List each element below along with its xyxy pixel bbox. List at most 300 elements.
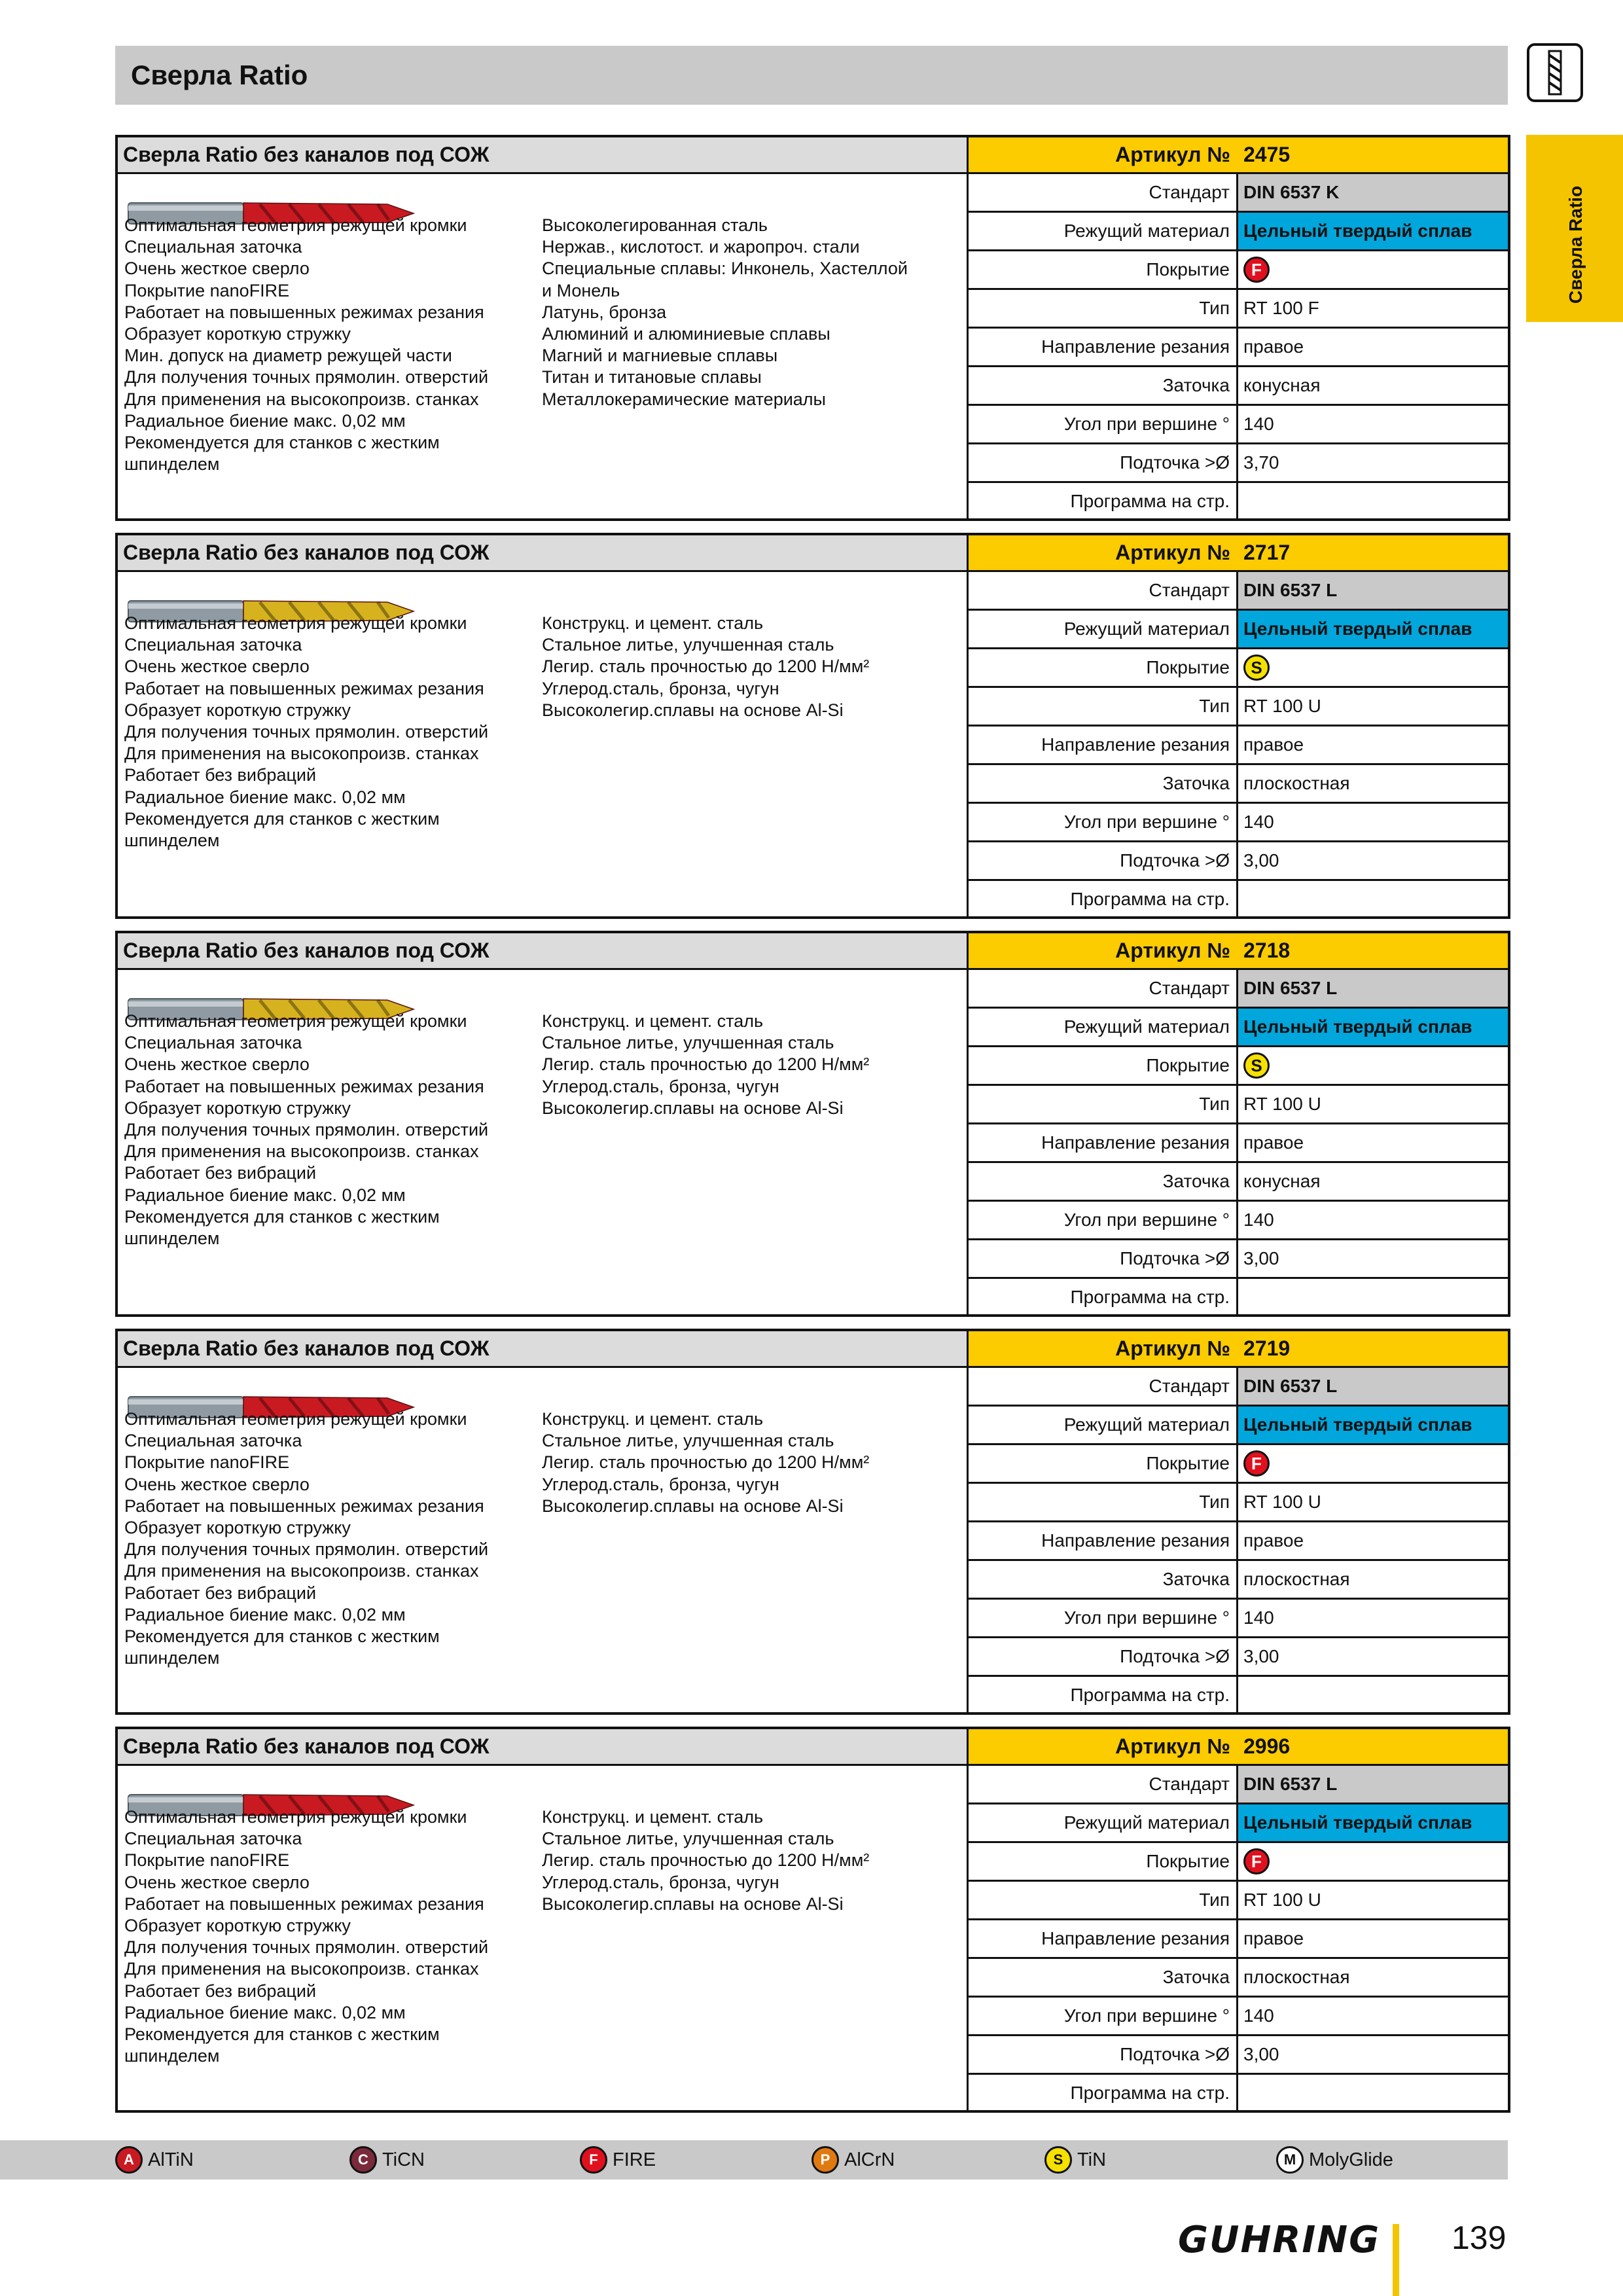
spec-value-program <box>1238 1677 1508 1713</box>
spec-value-direction <box>1238 1124 1508 1161</box>
material-line: Высоколегир.сплавы на основе Al-Si <box>542 1893 844 1914</box>
spec-label-standard: Стандарт <box>969 1368 1238 1405</box>
material-line: Легир. сталь прочностью до 1200 Н/мм² <box>542 1452 870 1473</box>
spec-value-text: RT 100 U <box>1243 1492 1321 1512</box>
spec-label-coating: Покрытие <box>969 251 1238 288</box>
material-line: Конструкц. и цемент. сталь <box>542 613 764 633</box>
spec-label-type: Тип <box>969 688 1238 725</box>
feature-line: Радиальное биение макс. 0,02 мм <box>124 410 406 431</box>
spec-value-undercut <box>1238 1240 1508 1277</box>
material-line: Углерод.сталь, бронза, чугун <box>542 1872 779 1892</box>
material-list <box>542 1011 961 1119</box>
material-line: Конструкц. и цемент. сталь <box>542 1807 764 1827</box>
feature-line: Очень жесткое сверло <box>124 1054 310 1075</box>
spec-value-type <box>1238 1484 1508 1520</box>
page-header <box>115 46 1508 105</box>
spec-value-type <box>1238 290 1508 327</box>
feature-line: шпинделем <box>124 1229 220 1249</box>
feature-line: Рекомендуется для станков с жестким <box>124 808 440 829</box>
spec-value-text: DIN 6537 L <box>1243 1774 1338 1794</box>
spec-value-coating <box>1238 649 1508 686</box>
feature-line: Очень жесткое сверло <box>124 1872 310 1892</box>
spec-value-standard <box>1238 970 1508 1007</box>
spec-value-type <box>1238 1882 1508 1918</box>
spec-label-angle: Угол при вершине ° <box>969 406 1238 442</box>
spec-row-program <box>969 1677 1508 1715</box>
spec-table <box>969 933 1508 1314</box>
spec-value-direction <box>1238 726 1508 763</box>
article-label: Артикул № <box>1115 143 1230 166</box>
feature-line: Для получения точных прямолин. отверстий <box>124 1937 489 1958</box>
spec-value-material <box>1238 1009 1508 1045</box>
material-line: Высоколегир.сплавы на основе Al-Si <box>542 700 844 720</box>
spec-value-text: DIN 6537 L <box>1243 978 1338 998</box>
spec-label-program: Программа на стр. <box>969 2075 1238 2111</box>
spec-row-standard <box>969 572 1508 611</box>
feature-line: Рекомендуется для станков с жестким <box>124 1206 440 1227</box>
spec-row-undercut <box>969 444 1508 483</box>
spec-value-text: Цельный твердый сплав <box>1243 221 1472 241</box>
spec-value-text: 3,00 <box>1243 1248 1279 1268</box>
coating-badge-icon: F <box>1243 1848 1270 1874</box>
feature-line: Специальная заточка <box>124 635 302 655</box>
feature-line: Специальная заточка <box>124 1033 302 1053</box>
spec-value-coating <box>1238 1445 1508 1482</box>
article-number[interactable]: 2996 <box>1243 1734 1291 1758</box>
side-tab-label: Сверла Ratio <box>1565 185 1586 304</box>
product-title: Сверла Ratio без каналов под СОЖ <box>118 535 967 572</box>
spec-row-standard <box>969 1368 1508 1407</box>
feature-line: Образует короткую стружку <box>124 1518 351 1538</box>
spec-value-text: RT 100 F <box>1243 298 1319 318</box>
legend-label: TiCN <box>382 2149 425 2170</box>
spec-row-grinding <box>969 367 1508 406</box>
spec-row-program <box>969 1279 1508 1318</box>
feature-line: Для применения на высокопроизв. станках <box>124 744 479 764</box>
product-block <box>115 1329 1510 1715</box>
spec-row-material <box>969 1804 1508 1843</box>
material-line: Стальное литье, улучшенная сталь <box>542 1431 834 1451</box>
spec-table <box>969 137 1508 518</box>
spec-value-direction <box>1238 1920 1508 1957</box>
spec-value-text: Цельный твердый сплав <box>1243 1812 1472 1833</box>
spec-label-type: Тип <box>969 1882 1238 1918</box>
feature-line: Работает без вибраций <box>124 1163 317 1183</box>
spec-value-text: 140 <box>1243 414 1274 434</box>
article-row <box>969 1729 1508 1766</box>
spec-label-direction: Направление резания <box>969 329 1238 365</box>
feature-line: Для получения точных прямолин. отверстий <box>124 722 489 742</box>
legend-label: MolyGlide <box>1309 2149 1393 2170</box>
article-row <box>969 137 1508 174</box>
spec-value-standard <box>1238 1766 1508 1803</box>
legend-item <box>1276 2140 1393 2179</box>
feature-line: Для получения точных прямолин. отверстий <box>124 1120 489 1140</box>
feature-line: Очень жесткое сверло <box>124 259 310 279</box>
legend-label: AlTiN <box>148 2149 194 2170</box>
feature-line: Очень жесткое сверло <box>124 656 310 677</box>
spec-row-undercut <box>969 1240 1508 1279</box>
spec-value-text: DIN 6537 L <box>1243 1376 1338 1396</box>
spec-label-material: Режущий материал <box>969 611 1238 647</box>
spec-row-coating <box>969 1445 1508 1484</box>
spec-value-angle <box>1238 1600 1508 1636</box>
spec-value-grinding <box>1238 367 1508 404</box>
coating-legend <box>0 2140 1508 2179</box>
feature-line: Мин. допуск на диаметр режущей части <box>124 346 452 366</box>
spec-row-type <box>969 290 1508 329</box>
feature-line: Оптимальная геометрия режущей кромки <box>124 1011 467 1031</box>
product-description <box>118 137 969 518</box>
feature-line: Оптимальная геометрия режущей кромки <box>124 1409 467 1429</box>
feature-line: шпинделем <box>124 2046 220 2066</box>
spec-value-angle <box>1238 1998 1508 2034</box>
spec-row-undercut <box>969 842 1508 881</box>
coating-fire-icon: F <box>580 2146 607 2174</box>
feature-line: Оптимальная геометрия режущей кромки <box>124 215 467 235</box>
material-line: Стальное литье, улучшенная сталь <box>542 1033 834 1053</box>
legend-label: AlCrN <box>844 2149 895 2170</box>
spec-value-program <box>1238 2075 1508 2111</box>
legend-item <box>115 2140 194 2179</box>
feature-line: Для получения точных прямолин. отверстий <box>124 1539 489 1560</box>
product-title: Сверла Ratio без каналов под СОЖ <box>118 137 967 174</box>
drill-icon <box>1527 43 1583 102</box>
spec-label-angle: Угол при вершине ° <box>969 1998 1238 2034</box>
feature-line: Специальная заточка <box>124 1431 302 1451</box>
spec-row-angle <box>969 1998 1508 2036</box>
spec-table <box>969 1331 1508 1712</box>
spec-value-standard <box>1238 1368 1508 1405</box>
spec-label-undercut: Подточка >Ø <box>969 1240 1238 1277</box>
spec-row-undercut <box>969 2036 1508 2075</box>
feature-line: Для применения на высокопроизв. станках <box>124 1561 479 1581</box>
coating-badge-icon: S <box>1243 655 1270 681</box>
section-side-tab[interactable] <box>1526 135 1623 322</box>
spec-label-grinding: Заточка <box>969 1959 1238 1996</box>
spec-value-text: правое <box>1243 1928 1304 1948</box>
spec-row-direction <box>969 1522 1508 1561</box>
article-row <box>969 1331 1508 1368</box>
spec-label-standard: Стандарт <box>969 970 1238 1007</box>
legend-label: TiN <box>1077 2149 1107 2170</box>
spec-label-coating: Покрытие <box>969 1047 1238 1084</box>
spec-row-program <box>969 483 1508 522</box>
feature-line: Радиальное биение макс. 0,02 мм <box>124 1604 406 1624</box>
material-line: Стальное литье, улучшенная сталь <box>542 635 834 655</box>
spec-label-angle: Угол при вершине ° <box>969 804 1238 840</box>
material-line: Углерод.сталь, бронза, чугун <box>542 678 779 698</box>
feature-line: Рекомендуется для станков с жестким <box>124 433 440 453</box>
spec-value-undercut <box>1238 444 1508 481</box>
product-title: Сверла Ratio без каналов под СОЖ <box>118 1729 967 1766</box>
coating-badge-icon: F <box>1243 1450 1270 1477</box>
material-line: и Монель <box>542 280 620 300</box>
article-row <box>969 933 1508 970</box>
spec-value-material <box>1238 1804 1508 1841</box>
coating-alcrn-icon: P <box>812 2146 839 2174</box>
spec-row-type <box>969 688 1508 726</box>
spec-value-direction <box>1238 329 1508 365</box>
feature-line: Образует короткую стружку <box>124 1098 351 1118</box>
material-line: Высоколегир.сплавы на основе Al-Si <box>542 1496 844 1516</box>
feature-line: Работает без вибраций <box>124 1981 317 2001</box>
spec-label-angle: Угол при вершине ° <box>969 1202 1238 1238</box>
legend-item <box>812 2140 895 2179</box>
article-row <box>969 535 1508 572</box>
spec-value-undercut <box>1238 842 1508 879</box>
spec-row-type <box>969 1882 1508 1920</box>
legend-label: FIRE <box>613 2149 656 2170</box>
coating-molyglide-icon: M <box>1276 2146 1304 2174</box>
spec-value-standard <box>1238 174 1508 211</box>
spec-row-coating <box>969 251 1508 290</box>
spec-row-direction <box>969 726 1508 765</box>
spec-label-undercut: Подточка >Ø <box>969 1638 1238 1675</box>
article-label: Артикул № <box>1115 939 1230 962</box>
feature-line: Для получения точных прямолин. отверстий <box>124 367 489 387</box>
spec-value-grinding <box>1238 1163 1508 1200</box>
article-number[interactable]: 2718 <box>1243 939 1291 962</box>
spec-label-program: Программа на стр. <box>969 1279 1238 1316</box>
spec-label-grinding: Заточка <box>969 1561 1238 1598</box>
material-line: Легир. сталь прочностью до 1200 Н/мм² <box>542 1054 870 1075</box>
spec-value-text: RT 100 U <box>1243 696 1321 716</box>
page-number: 139 <box>1452 2219 1507 2256</box>
legend-item <box>349 2140 425 2179</box>
spec-table <box>969 535 1508 916</box>
coating-badge-icon: S <box>1243 1052 1270 1079</box>
spec-value-undercut <box>1238 1638 1508 1675</box>
spec-value-text: RT 100 U <box>1243 1094 1321 1114</box>
coating-ticn-icon: C <box>349 2146 377 2174</box>
spec-label-standard: Стандарт <box>969 174 1238 211</box>
article-number[interactable]: 2475 <box>1243 143 1291 166</box>
feature-line: Работает на повышенных режимах резания <box>124 1893 484 1914</box>
feature-line: Рекомендуется для станков с жестким <box>124 2024 440 2045</box>
feature-line: Специальная заточка <box>124 1829 302 1849</box>
spec-value-text: конусная <box>1243 1171 1321 1191</box>
feature-list <box>124 1806 543 2067</box>
spec-value-text: 140 <box>1243 812 1274 832</box>
footer-divider <box>1393 2224 1399 2296</box>
spec-row-grinding <box>969 1163 1508 1202</box>
spec-value-text: 3,00 <box>1243 2044 1279 2064</box>
spec-value-material <box>1238 611 1508 647</box>
feature-line: Для применения на высокопроизв. станках <box>124 389 479 409</box>
spec-value-text: 140 <box>1243 1210 1274 1230</box>
spec-label-undercut: Подточка >Ø <box>969 2036 1238 2073</box>
product-title: Сверла Ratio без каналов под СОЖ <box>118 933 967 970</box>
page-title: Сверла Ratio <box>131 60 308 90</box>
spec-label-type: Тип <box>969 1086 1238 1122</box>
spec-row-undercut <box>969 1638 1508 1677</box>
spec-row-direction <box>969 329 1508 367</box>
spec-row-direction <box>969 1124 1508 1163</box>
coating-tin-icon: S <box>1044 2146 1072 2174</box>
spec-row-coating <box>969 649 1508 688</box>
spec-row-grinding <box>969 1561 1508 1600</box>
spec-label-direction: Направление резания <box>969 1124 1238 1161</box>
feature-line: Работает на повышенных режимах резания <box>124 302 484 322</box>
spec-row-grinding <box>969 1959 1508 1998</box>
material-list <box>542 613 961 721</box>
spec-label-program: Программа на стр. <box>969 881 1238 918</box>
feature-line: Образует короткую стружку <box>124 324 351 344</box>
product-block <box>115 533 1510 919</box>
product-title: Сверла Ratio без каналов под СОЖ <box>118 1331 967 1368</box>
material-line: Высоколегированная сталь <box>542 215 768 235</box>
legend-item <box>1044 2140 1106 2179</box>
feature-list <box>124 215 543 475</box>
spec-value-program <box>1238 881 1508 918</box>
spec-label-coating: Покрытие <box>969 649 1238 686</box>
spec-value-text: Цельный твердый сплав <box>1243 619 1472 639</box>
spec-value-text: плоскостная <box>1243 1967 1350 1987</box>
spec-value-text: 3,00 <box>1243 850 1279 870</box>
spec-label-material: Режущий материал <box>969 1407 1238 1443</box>
spec-label-type: Тип <box>969 290 1238 327</box>
spec-row-coating <box>969 1047 1508 1086</box>
spec-row-standard <box>969 174 1508 213</box>
material-line: Нержав., кислотост. и жаропроч. стали <box>542 237 860 257</box>
spec-label-program: Программа на стр. <box>969 1677 1238 1713</box>
material-line: Конструкц. и цемент. сталь <box>542 1409 764 1429</box>
spec-label-undercut: Подточка >Ø <box>969 444 1238 481</box>
coating-altin-icon: A <box>115 2146 143 2174</box>
feature-line: шпинделем <box>124 454 220 475</box>
material-line: Высоколегир.сплавы на основе Al-Si <box>542 1098 844 1118</box>
spec-value-material <box>1238 1407 1508 1443</box>
spec-row-material <box>969 611 1508 649</box>
product-block <box>115 931 1510 1317</box>
spec-value-text: правое <box>1243 1530 1304 1551</box>
material-list <box>542 215 961 410</box>
spec-row-type <box>969 1086 1508 1124</box>
spec-value-program <box>1238 1279 1508 1316</box>
spec-label-material: Режущий материал <box>969 1009 1238 1045</box>
article-label: Артикул № <box>1115 541 1230 564</box>
feature-line: Радиальное биение макс. 0,02 мм <box>124 787 406 807</box>
spec-value-program <box>1238 483 1508 520</box>
product-block <box>115 1727 1510 2113</box>
spec-value-direction <box>1238 1522 1508 1559</box>
spec-label-grinding: Заточка <box>969 367 1238 404</box>
material-line: Титан и титановые сплавы <box>542 367 762 387</box>
spec-table <box>969 1729 1508 2110</box>
spec-value-text: конусная <box>1243 375 1321 395</box>
article-number[interactable]: 2719 <box>1243 1336 1291 1360</box>
spec-label-coating: Покрытие <box>969 1843 1238 1880</box>
spec-value-text: плоскостная <box>1243 773 1350 793</box>
spec-row-grinding <box>969 765 1508 804</box>
product-description <box>118 1331 969 1712</box>
spec-label-direction: Направление резания <box>969 1522 1238 1559</box>
spec-row-standard <box>969 970 1508 1009</box>
material-line: Легир. сталь прочностью до 1200 Н/мм² <box>542 656 870 677</box>
material-line: Конструкц. и цемент. сталь <box>542 1011 764 1031</box>
feature-line: Работает на повышенных режимах резания <box>124 1076 484 1096</box>
spec-row-material <box>969 1009 1508 1047</box>
material-line: Металлокерамические материалы <box>542 389 826 409</box>
feature-line: Для применения на высокопроизв. станках <box>124 1141 479 1162</box>
feature-line: Покрытие nanoFIRE <box>124 280 290 300</box>
product-description <box>118 933 969 1314</box>
spec-row-angle <box>969 1202 1508 1240</box>
spec-value-standard <box>1238 572 1508 609</box>
feature-line: Образует короткую стружку <box>124 700 351 720</box>
feature-line: Работает на повышенных режимах резания <box>124 1496 484 1516</box>
article-label: Артикул № <box>1115 1734 1230 1758</box>
spec-label-standard: Стандарт <box>969 572 1238 609</box>
spec-row-type <box>969 1484 1508 1522</box>
feature-line: Рекомендуется для станков с жестким <box>124 1626 440 1647</box>
material-line: Алюминий и алюминиевые сплавы <box>542 324 830 344</box>
feature-line: Радиальное биение макс. 0,02 мм <box>124 1185 406 1205</box>
material-list <box>542 1806 961 1915</box>
spec-row-angle <box>969 406 1508 444</box>
spec-value-angle <box>1238 804 1508 840</box>
spec-value-text: DIN 6537 K <box>1243 182 1340 202</box>
spec-value-material <box>1238 213 1508 249</box>
guhring-logo: GUHRING <box>1178 2219 1381 2261</box>
spec-value-undercut <box>1238 2036 1508 2073</box>
spec-label-standard: Стандарт <box>969 1766 1238 1803</box>
feature-line: Покрытие nanoFIRE <box>124 1850 290 1871</box>
feature-line: Специальная заточка <box>124 237 302 257</box>
spec-row-direction <box>969 1920 1508 1959</box>
spec-label-direction: Направление резания <box>969 726 1238 763</box>
spec-label-material: Режущий материал <box>969 213 1238 249</box>
feature-list <box>124 1011 543 1249</box>
spec-label-material: Режущий материал <box>969 1804 1238 1841</box>
spec-row-angle <box>969 804 1508 842</box>
material-line: Легир. сталь прочностью до 1200 Н/мм² <box>542 1850 870 1871</box>
product-description <box>118 1729 969 2110</box>
feature-line: Радиальное биение макс. 0,02 мм <box>124 2002 406 2022</box>
material-line: Углерод.сталь, бронза, чугун <box>542 1076 779 1096</box>
spec-value-text: правое <box>1243 1132 1304 1153</box>
feature-line: Работает на повышенных режимах резания <box>124 678 484 698</box>
legend-item <box>580 2140 656 2179</box>
spec-row-material <box>969 1407 1508 1445</box>
spec-label-direction: Направление резания <box>969 1920 1238 1957</box>
feature-line: Очень жесткое сверло <box>124 1474 310 1494</box>
feature-line: Оптимальная геометрия режущей кромки <box>124 1807 467 1827</box>
spec-value-text: Цельный твердый сплав <box>1243 1016 1472 1037</box>
material-line: Стальное литье, улучшенная сталь <box>542 1829 834 1849</box>
article-number[interactable]: 2717 <box>1243 541 1291 564</box>
feature-line: Покрытие nanoFIRE <box>124 1452 290 1473</box>
spec-row-program <box>969 881 1508 920</box>
spec-value-text: правое <box>1243 336 1304 357</box>
spec-value-text: Цельный твердый сплав <box>1243 1414 1472 1435</box>
spec-value-text: 3,00 <box>1243 1646 1279 1666</box>
spec-value-text: 140 <box>1243 1607 1274 1628</box>
spec-label-coating: Покрытие <box>969 1445 1238 1482</box>
spec-value-text: правое <box>1243 734 1304 755</box>
spec-row-material <box>969 213 1508 251</box>
spec-label-angle: Угол при вершине ° <box>969 1600 1238 1636</box>
spec-value-type <box>1238 1086 1508 1122</box>
feature-list <box>124 1408 543 1669</box>
feature-line: Для применения на высокопроизв. станках <box>124 1959 479 1979</box>
feature-line: шпинделем <box>124 1648 220 1668</box>
feature-line: Работает без вибраций <box>124 1583 317 1603</box>
spec-value-coating <box>1238 251 1508 288</box>
material-line: Латунь, бронза <box>542 302 667 322</box>
material-list <box>542 1408 961 1517</box>
